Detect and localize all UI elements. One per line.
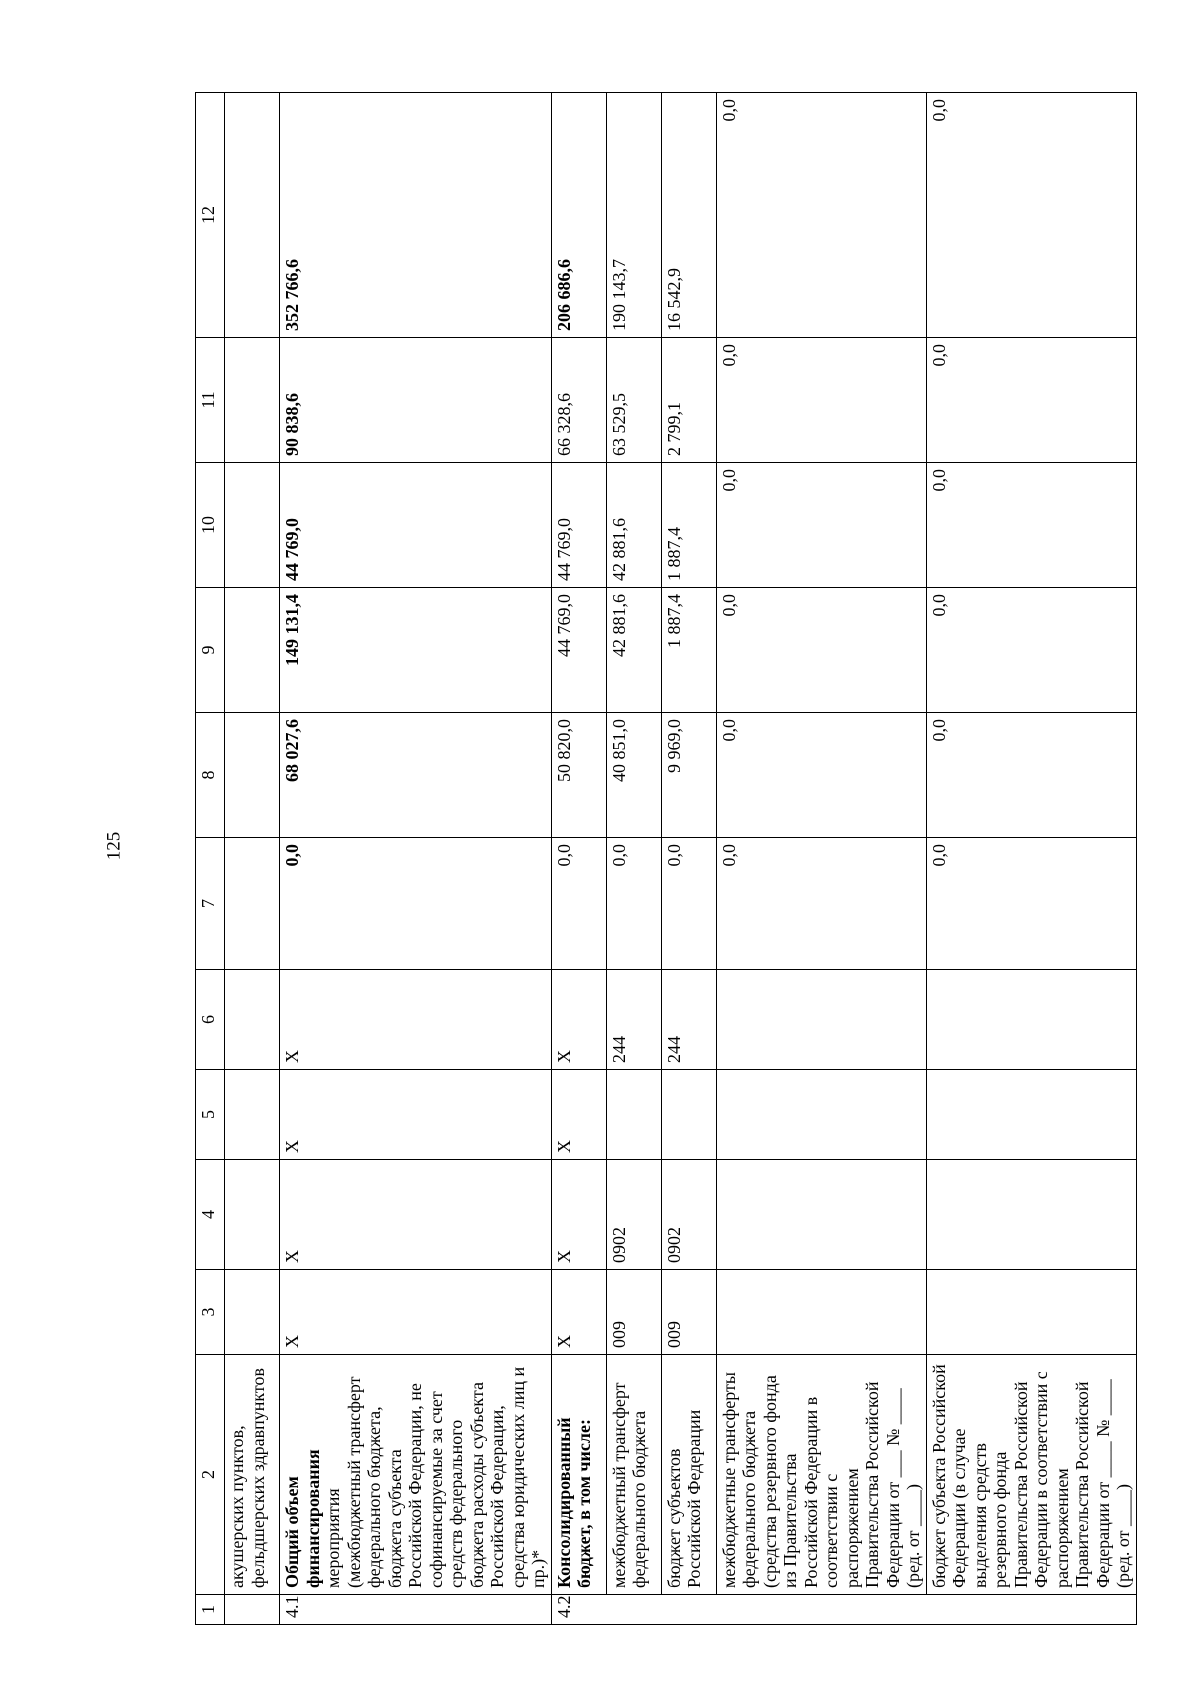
cell-c6: 244 — [606, 970, 661, 1070]
continuation-row — [225, 93, 280, 1625]
cell-c10: 44 769,0 — [280, 463, 552, 588]
col-header-11: 11 — [196, 338, 225, 463]
cell-c6 — [926, 970, 1136, 1070]
cell-c11: 2 799,1 — [661, 338, 716, 463]
col-header-9: 9 — [196, 588, 225, 713]
cell-c3: 009 — [661, 1270, 716, 1355]
row-4-2-2 — [606, 93, 661, 1625]
row-4-1 — [280, 93, 552, 1625]
cell-c9: 42 881,6 — [606, 588, 661, 713]
continuation-text: акушерских пунктов, фельдшерских здравпунктов — [225, 1355, 280, 1595]
cell-c12: 0,0 — [716, 93, 926, 338]
cell-c7: 0,0 — [606, 838, 661, 970]
col-header-4: 4 — [196, 1160, 225, 1270]
cell-c7: 0,0 — [661, 838, 716, 970]
cell-c12: 190 143,7 — [606, 93, 661, 338]
cell-c4: Х — [551, 1160, 606, 1270]
cell-c9: 44 769,0 — [551, 588, 606, 713]
empty-cell — [225, 1270, 280, 1355]
cell-c5: Х — [551, 1070, 606, 1160]
cell-c6: 244 — [661, 970, 716, 1070]
page-number: 125 — [103, 831, 125, 861]
cell-c11: 90 838,6 — [280, 338, 552, 463]
cell-c6: Х — [280, 970, 552, 1070]
cell-c10: 44 769,0 — [551, 463, 606, 588]
col-header-6: 6 — [196, 970, 225, 1070]
empty-cell — [225, 338, 280, 463]
cell-c11: 0,0 — [716, 338, 926, 463]
empty-cell — [225, 463, 280, 588]
col-header-7: 7 — [196, 838, 225, 970]
row-number: 4.2 — [551, 1595, 1136, 1625]
row-description-rest: мероприятия (межбюджетный трансферт федерального бюджета, бюджета субъекта Российской Федерации, не софинансируемые за счет средств федерального бюджета расходы субъекта Российской Федерации, средства юридических лиц и пр.)* — [323, 1366, 548, 1588]
cell-c5 — [716, 1070, 926, 1160]
row-4-2-5 — [926, 93, 1136, 1625]
row-description: межбюджетные трансферты федерального бюджета (средства резервного фонда из Правительства Российской Федерации в соответствии с распоряжением Правительства Российской Федерации от ___ № ____ (ред. от ____) — [716, 1355, 926, 1595]
cell-c3: 009 — [606, 1270, 661, 1355]
row-4-2-3 — [661, 93, 716, 1625]
cell-c6 — [716, 970, 926, 1070]
empty-cell — [225, 1160, 280, 1270]
row-description-bold: Общий объем финансирования — [282, 1449, 323, 1588]
cell-c3 — [716, 1270, 926, 1355]
empty-cell — [225, 1070, 280, 1160]
cell-c9: 0,0 — [716, 588, 926, 713]
cell-c12: 352 766,6 — [280, 93, 552, 338]
row-number: 4.1 — [280, 1595, 552, 1625]
row-description — [280, 1355, 552, 1595]
cell-c3: Х — [280, 1270, 552, 1355]
col-header-10: 10 — [196, 463, 225, 588]
cell-c5: Х — [280, 1070, 552, 1160]
cell-c12: 0,0 — [926, 93, 1136, 338]
cell-c9: 0,0 — [926, 588, 1136, 713]
cell-c3 — [926, 1270, 1136, 1355]
cell-c11: 66 328,6 — [551, 338, 606, 463]
col-header-12: 12 — [196, 93, 225, 338]
col-header-3: 3 — [196, 1270, 225, 1355]
col-header-8: 8 — [196, 713, 225, 838]
row-description: бюджет субъектов Российской Федерации — [661, 1355, 716, 1595]
cell-c5 — [661, 1070, 716, 1160]
cell-c8: 40 851,0 — [606, 713, 661, 838]
row-description: Консолидированный бюджет, в том числе: — [551, 1355, 606, 1595]
cell-c10: 42 881,6 — [606, 463, 661, 588]
cell-c4 — [926, 1160, 1136, 1270]
cell-c9: 149 131,4 — [280, 588, 552, 713]
cell-c8: 0,0 — [716, 713, 926, 838]
empty-cell — [225, 970, 280, 1070]
cell-c4: 0902 — [661, 1160, 716, 1270]
empty-cell — [225, 713, 280, 838]
row-4-2-4 — [716, 93, 926, 1625]
col-header-5: 5 — [196, 1070, 225, 1160]
empty-cell — [225, 93, 280, 338]
cell-c11: 0,0 — [926, 338, 1136, 463]
cell-c7: 0,0 — [716, 838, 926, 970]
cell-c4: Х — [280, 1160, 552, 1270]
continuation-num-cell — [225, 1595, 280, 1625]
row-description: межбюджетный трансферт федерального бюджета — [606, 1355, 661, 1595]
cell-c5 — [606, 1070, 661, 1160]
cell-c7: 0,0 — [551, 838, 606, 970]
empty-cell — [225, 588, 280, 713]
cell-c9: 1 887,4 — [661, 588, 716, 713]
cell-c10: 0,0 — [926, 463, 1136, 588]
financing-table — [195, 92, 1137, 1625]
row-description: бюджет субъекта Российской Федерации (в случае выделения средств резервного фонда Правительства Российской Федерации в соответствии с распоряжением Правительства Российской Федерации от ____ № ____ (ред. от ____) — [926, 1355, 1136, 1595]
col-header-2: 2 — [196, 1355, 225, 1595]
cell-c12: 206 686,6 — [551, 93, 606, 338]
cell-c8: 9 969,0 — [661, 713, 716, 838]
col-header-1: 1 — [196, 1595, 225, 1625]
cell-c10: 0,0 — [716, 463, 926, 588]
empty-cell — [225, 838, 280, 970]
cell-c12: 16 542,9 — [661, 93, 716, 338]
cell-c8: 0,0 — [926, 713, 1136, 838]
header-row — [196, 93, 225, 1625]
cell-c10: 1 887,4 — [661, 463, 716, 588]
row-4-2-1 — [551, 93, 606, 1625]
cell-c4 — [716, 1160, 926, 1270]
rotated-table-wrapper — [195, 93, 1133, 1625]
cell-c3: Х — [551, 1270, 606, 1355]
cell-c6: Х — [551, 970, 606, 1070]
cell-c8: 68 027,6 — [280, 713, 552, 838]
cell-c4: 0902 — [606, 1160, 661, 1270]
cell-c8: 50 820,0 — [551, 713, 606, 838]
cell-c5 — [926, 1070, 1136, 1160]
cell-c7: 0,0 — [926, 838, 1136, 970]
cell-c11: 63 529,5 — [606, 338, 661, 463]
cell-c7: 0,0 — [280, 838, 552, 970]
